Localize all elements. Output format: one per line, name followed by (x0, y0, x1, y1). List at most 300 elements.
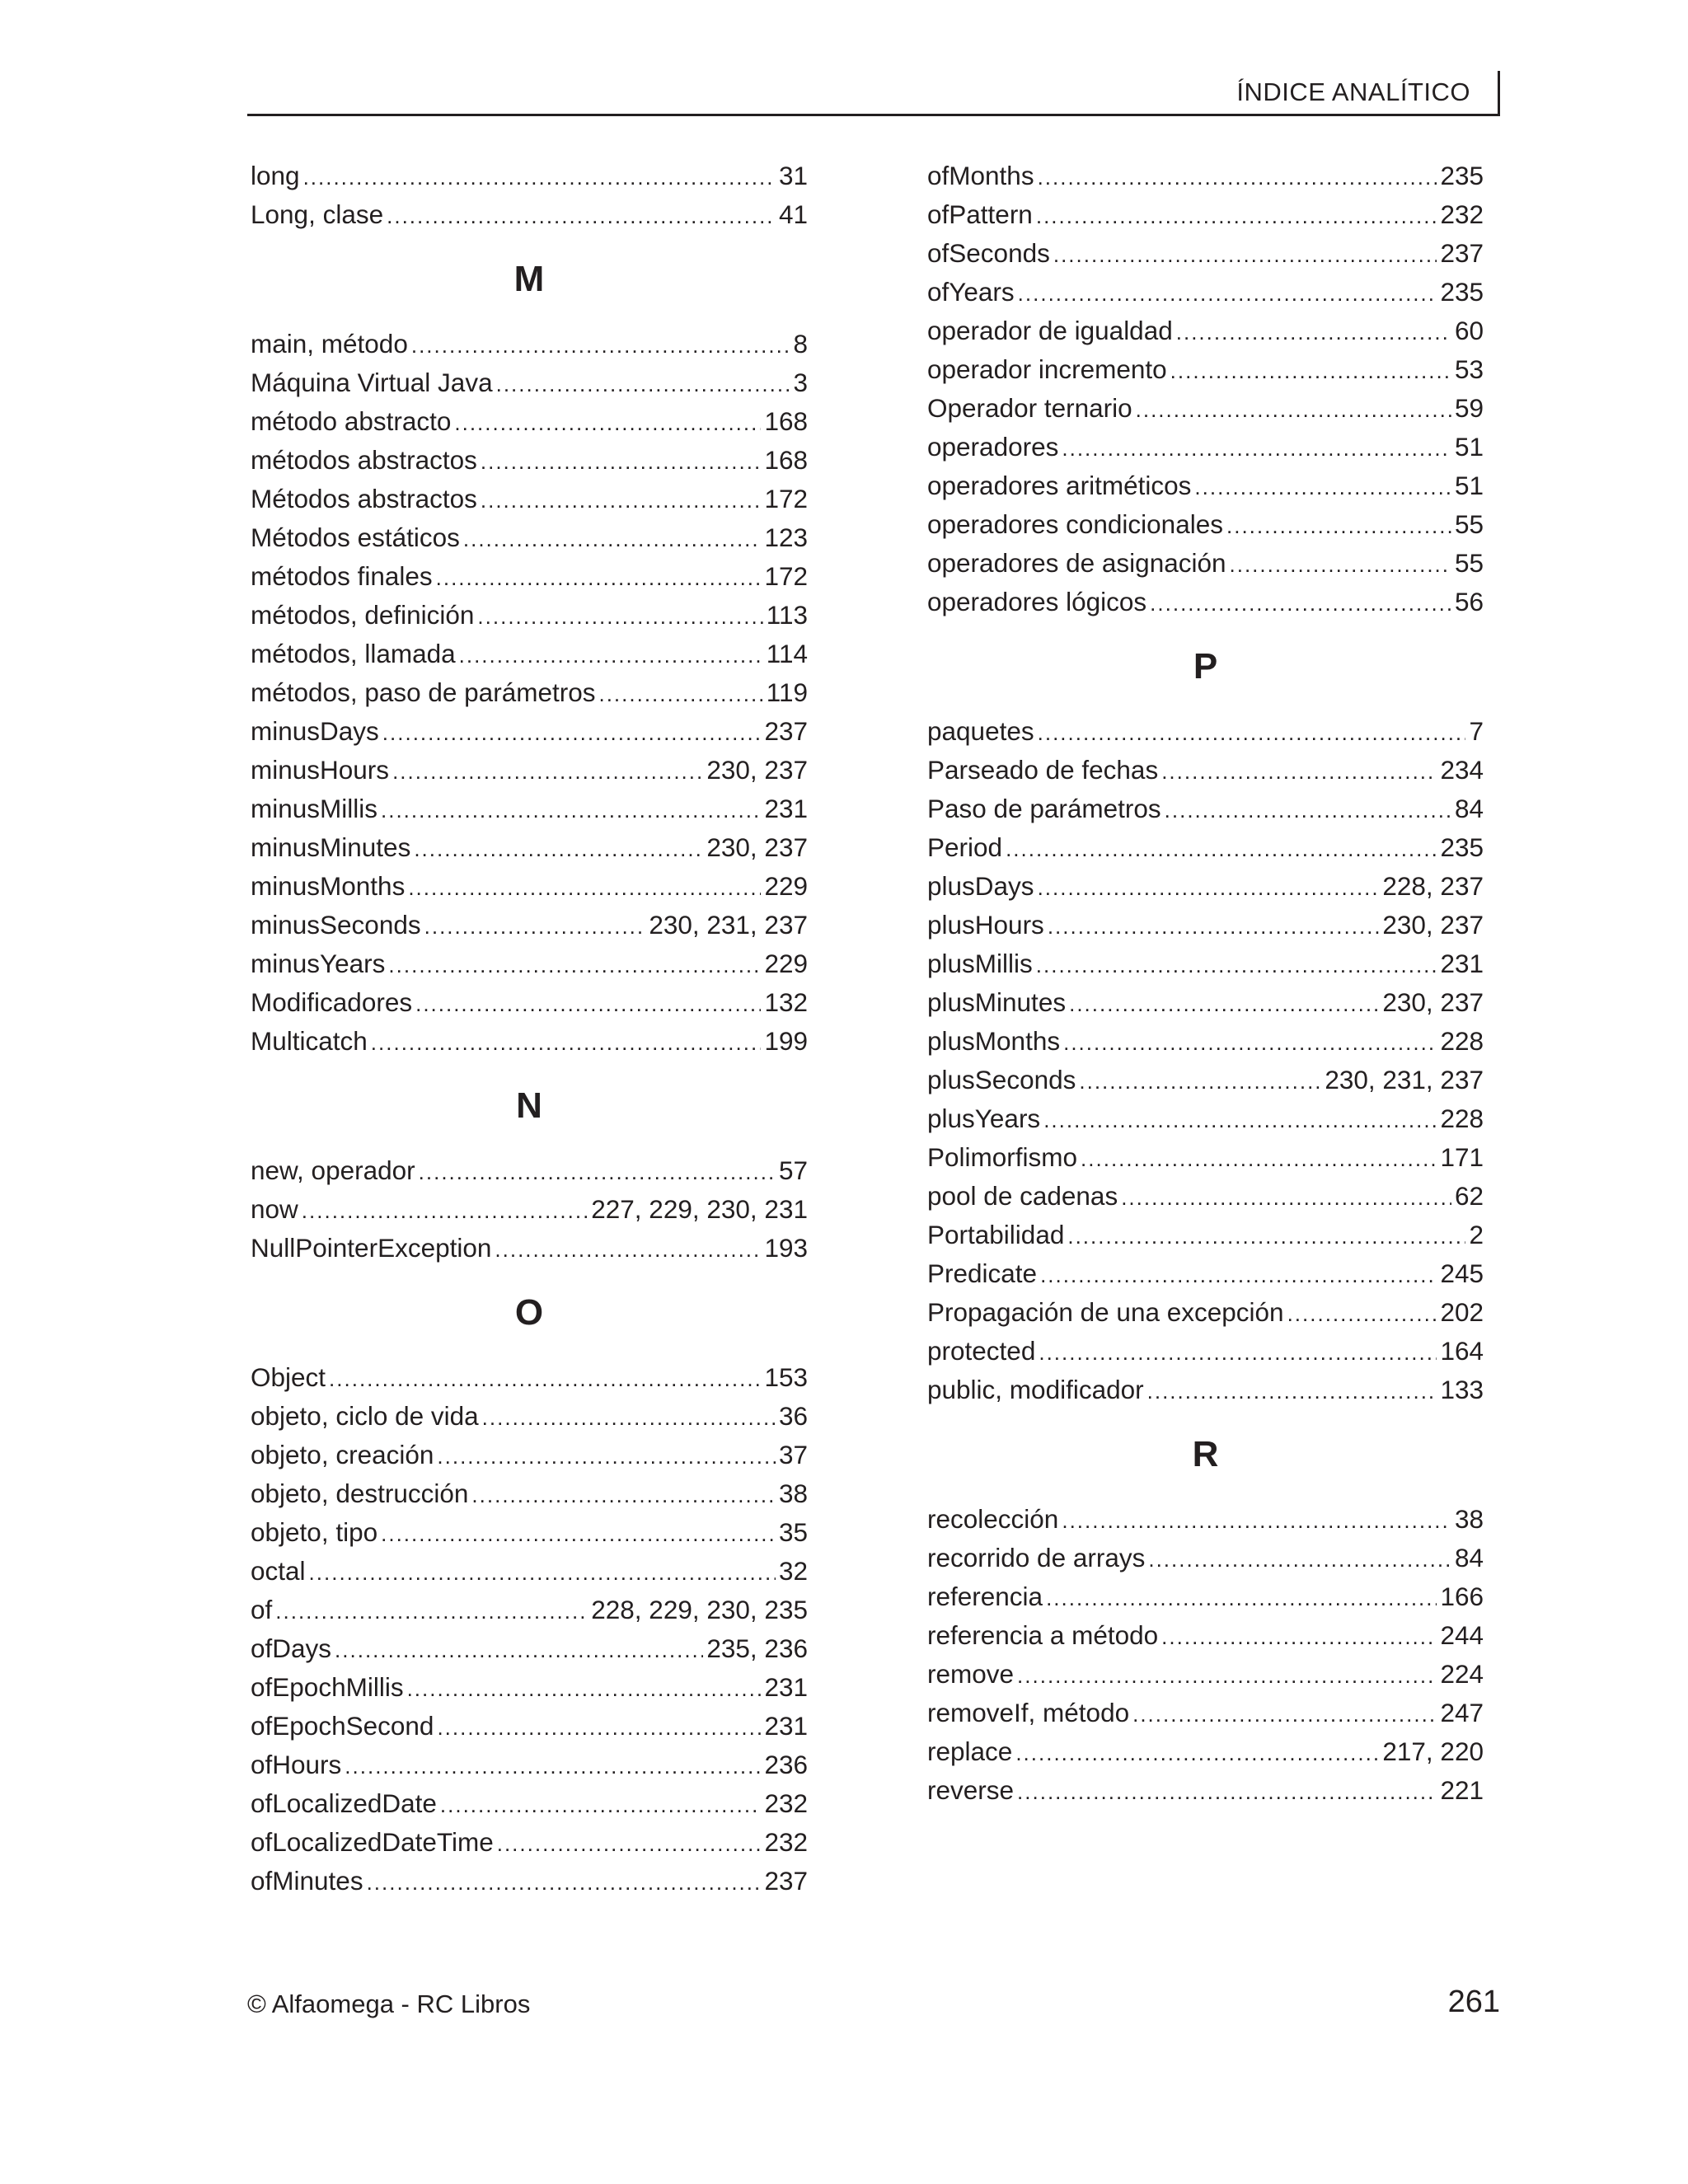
index-entry (251, 751, 808, 790)
section-letter: O (514, 1292, 544, 1333)
index-pages: 56 (1454, 587, 1484, 616)
index-pages: 230, 237 (706, 832, 808, 862)
index-pages: 164 (1440, 1336, 1484, 1366)
index-pages: 113 (766, 600, 808, 630)
index-pages: 7 (1469, 716, 1484, 746)
index-term: minusMinutes (251, 832, 411, 862)
index-entry (927, 1616, 1484, 1655)
index-entry (251, 557, 808, 596)
index-pages: 224 (1440, 1659, 1484, 1689)
index-term: Portabilidad (927, 1220, 1065, 1249)
dot-leader (345, 1747, 761, 1786)
dot-leader (1038, 869, 1380, 907)
dot-leader (302, 1192, 588, 1230)
dot-leader (392, 752, 703, 791)
dot-leader (329, 1360, 761, 1399)
index-entry (251, 1022, 808, 1061)
index-term: ofLocalizedDateTime (251, 1827, 494, 1857)
dot-leader (1067, 1217, 1465, 1256)
page-number: 261 (1447, 1985, 1500, 2019)
dot-leader (419, 1153, 776, 1192)
dot-leader (1161, 752, 1437, 791)
index-term: ofMinutes (251, 1866, 363, 1896)
index-entry (251, 1707, 808, 1746)
index-entry (927, 389, 1484, 428)
dot-leader (407, 1670, 762, 1708)
dot-leader (1036, 197, 1437, 236)
index-pages: 166 (1440, 1582, 1484, 1611)
index-term: plusMinutes (927, 987, 1067, 1017)
dot-leader (388, 946, 761, 985)
index-term: plusDays (927, 871, 1034, 901)
index-term: referencia (927, 1582, 1043, 1611)
index-term: referencia a método (927, 1620, 1159, 1650)
index-entry (927, 1732, 1484, 1771)
index-entry (927, 1293, 1484, 1332)
index-entry (927, 195, 1484, 234)
header-rule (1498, 71, 1500, 114)
index-entry (927, 234, 1484, 273)
index-pages: 59 (1454, 393, 1484, 423)
index-term: minusYears (251, 949, 386, 978)
dot-leader (1063, 1024, 1437, 1062)
index-entry (927, 273, 1484, 312)
index-term: métodos, llamada (251, 639, 456, 668)
index-term: plusHours (927, 910, 1044, 940)
index-pages: 35 (778, 1517, 808, 1547)
index-term: new, operador (251, 1155, 415, 1185)
index-entry (927, 983, 1484, 1022)
index-term: public, modificador (927, 1375, 1144, 1404)
index-term: método abstracto (251, 406, 452, 436)
index-entry (251, 1784, 808, 1823)
dot-leader (309, 1554, 776, 1592)
index-entry (927, 1022, 1484, 1061)
index-pages: 199 (764, 1026, 808, 1056)
index-term: Paso de parámetros (927, 794, 1161, 823)
index-term: ofEpochMillis (251, 1672, 404, 1702)
index-pages: 84 (1454, 794, 1484, 823)
dot-leader (411, 326, 790, 365)
index-entry (927, 1254, 1484, 1293)
index-term: minusHours (251, 755, 390, 785)
index-pages: 62 (1454, 1181, 1484, 1211)
dot-leader (371, 1024, 762, 1062)
dot-leader (495, 1230, 761, 1269)
dot-leader (437, 1708, 761, 1747)
dot-leader (497, 1825, 762, 1863)
dot-leader (482, 1399, 776, 1437)
index-term: of (251, 1595, 273, 1624)
index-entry (251, 906, 808, 944)
dot-leader (471, 1476, 776, 1515)
index-pages: 232 (1440, 199, 1484, 229)
index-pages: 114 (766, 639, 808, 668)
dot-leader (275, 1592, 588, 1631)
dot-leader (1081, 1140, 1437, 1179)
index-entry (251, 1397, 808, 1436)
dot-leader (1015, 1734, 1379, 1773)
index-term: Métodos abstractos (251, 484, 477, 513)
index-pages: 172 (764, 484, 808, 513)
index-pages: 235 (1440, 161, 1484, 190)
index-term: operadores de asignación (927, 548, 1226, 578)
index-entry (251, 402, 808, 441)
dot-leader (1017, 1657, 1437, 1695)
index-entry (251, 1862, 808, 1900)
index-pages: 231 (1440, 949, 1484, 978)
index-entry (251, 1513, 808, 1552)
dot-leader (1194, 468, 1451, 507)
index-pages: 231 (764, 794, 808, 823)
index-entry (251, 1629, 808, 1668)
index-entry (251, 1151, 808, 1190)
index-entry (927, 790, 1484, 828)
index-pages: 55 (1454, 548, 1484, 578)
index-entry (927, 867, 1484, 906)
index-term: objeto, tipo (251, 1517, 378, 1547)
dot-leader (1165, 791, 1451, 830)
index-term: operador incremento (927, 354, 1167, 384)
index-term: recolección (927, 1504, 1059, 1534)
dot-leader (1062, 429, 1451, 468)
index-term: objeto, creación (251, 1440, 434, 1469)
dot-leader (1161, 1618, 1437, 1657)
index-term: plusYears (927, 1104, 1041, 1133)
index-pages: 228, 237 (1382, 871, 1484, 901)
dot-leader (1038, 158, 1437, 197)
index-entry (927, 1500, 1484, 1539)
dot-leader (1121, 1179, 1451, 1217)
index-term: minusMillis (251, 794, 378, 823)
index-pages: 235, 236 (706, 1633, 808, 1663)
index-pages: 168 (764, 406, 808, 436)
index-pages: 237 (764, 1866, 808, 1896)
index-term: Parseado de fechas (927, 755, 1159, 785)
index-entry (251, 518, 808, 557)
index-pages: 234 (1440, 755, 1484, 785)
index-entry (927, 828, 1484, 867)
index-pages: 168 (764, 445, 808, 475)
index-column-left (251, 157, 808, 1900)
index-term: paquetes (927, 716, 1034, 746)
index-pages: 230, 237 (1382, 910, 1484, 940)
dot-leader (1053, 236, 1437, 274)
index-entry (251, 944, 808, 983)
index-entry (251, 1746, 808, 1784)
index-pages: 228 (1440, 1104, 1484, 1133)
index-entry (251, 1190, 808, 1229)
dot-leader (1043, 1101, 1437, 1140)
dot-leader (598, 675, 762, 714)
index-entry (927, 350, 1484, 389)
index-pages: 133 (1440, 1375, 1484, 1404)
index-term: ofEpochSecond (251, 1711, 434, 1741)
index-term: Modificadores (251, 987, 413, 1017)
index-term: operadores lógicos (927, 587, 1147, 616)
index-entry (927, 944, 1484, 983)
dot-leader (1287, 1295, 1437, 1333)
dot-leader (381, 791, 761, 830)
index-pages: 84 (1454, 1543, 1484, 1572)
index-pages: 193 (764, 1233, 808, 1263)
index-term: objeto, ciclo de vida (251, 1401, 479, 1431)
index-term: protected (927, 1336, 1036, 1366)
dot-leader (1046, 1579, 1437, 1618)
index-term: reverse (927, 1775, 1015, 1805)
index-pages: 227, 229, 230, 231 (591, 1194, 808, 1224)
index-column-right (927, 157, 1484, 1810)
index-entry (251, 1668, 808, 1707)
index-pages: 228, 229, 230, 235 (591, 1595, 808, 1624)
index-pages: 231 (764, 1711, 808, 1741)
index-entry (251, 828, 808, 867)
index-entry (251, 790, 808, 828)
index-term: Operador ternario (927, 393, 1132, 423)
index-term: NullPointerException (251, 1233, 492, 1263)
index-pages: 230, 231, 237 (1325, 1065, 1484, 1094)
index-entry (927, 906, 1484, 944)
dot-leader (303, 158, 776, 197)
dot-leader (414, 830, 703, 869)
index-term: minusSeconds (251, 910, 421, 940)
section-letter: N (516, 1085, 542, 1126)
index-entry (927, 1539, 1484, 1577)
index-term: ofMonths (927, 161, 1034, 190)
index-entry (927, 466, 1484, 505)
index-term: plusSeconds (927, 1065, 1076, 1094)
footer-copyright: © Alfaomega - RC Libros (247, 1990, 531, 2018)
index-pages: 229 (764, 871, 808, 901)
index-entry (251, 1552, 808, 1591)
index-pages: 172 (764, 561, 808, 591)
header-title: ÍNDICE ANALÍTICO (1236, 77, 1470, 106)
index-entry (251, 673, 808, 712)
index-pages: 53 (1454, 354, 1484, 384)
dot-leader (440, 1786, 762, 1825)
index-pages: 232 (764, 1788, 808, 1818)
dot-leader (387, 197, 776, 236)
index-term: Métodos estáticos (251, 523, 460, 552)
index-entry (927, 1061, 1484, 1099)
index-pages: 231 (764, 1672, 808, 1702)
dot-leader (424, 907, 646, 946)
index-entry (251, 1436, 808, 1474)
dot-leader (1230, 546, 1451, 584)
index-entry (251, 157, 808, 195)
index-entry (927, 583, 1484, 621)
dot-leader (477, 598, 762, 636)
index-term: removeIf, método (927, 1698, 1130, 1727)
dot-leader (459, 636, 763, 675)
index-pages: 245 (1440, 1258, 1484, 1288)
index-entry (251, 363, 808, 402)
index-term: métodos, definición (251, 600, 475, 630)
index-term: operadores condicionales (927, 509, 1223, 539)
dot-leader (382, 714, 762, 752)
dot-leader (1017, 1773, 1437, 1811)
index-pages: 230, 237 (1382, 987, 1484, 1017)
index-entry (927, 751, 1484, 790)
dot-leader (1048, 907, 1380, 946)
index-entry (927, 544, 1484, 583)
dot-leader (1150, 584, 1451, 623)
dot-leader (1136, 391, 1451, 429)
index-pages: 8 (793, 329, 808, 359)
index-term: métodos, paso de parámetros (251, 677, 596, 707)
index-entry (251, 1474, 808, 1513)
index-pages: 221 (1440, 1775, 1484, 1805)
index-entry (251, 1358, 808, 1397)
index-pages: 132 (764, 987, 808, 1017)
index-term: métodos finales (251, 561, 433, 591)
index-entry (927, 1771, 1484, 1810)
index-term: replace (927, 1736, 1013, 1766)
index-term: now (251, 1194, 298, 1224)
index-pages: 31 (778, 161, 808, 190)
index-term: ofYears (927, 277, 1015, 307)
index-pages: 51 (1454, 432, 1484, 462)
dot-leader (367, 1863, 762, 1902)
index-entry (251, 1229, 808, 1268)
index-entry (927, 1577, 1484, 1616)
index-term: Period (927, 832, 1003, 862)
index-entry (927, 1332, 1484, 1371)
dot-leader (1062, 1502, 1451, 1540)
index-entry (927, 157, 1484, 195)
index-term: minusMonths (251, 871, 406, 901)
index-pages: 228 (1440, 1026, 1484, 1056)
index-term: ofDays (251, 1633, 332, 1663)
index-term: main, método (251, 329, 408, 359)
section-letter: M (513, 259, 545, 299)
index-pages: 3 (793, 368, 808, 397)
dot-leader (481, 481, 762, 520)
index-term: Predicate (927, 1258, 1038, 1288)
dot-leader (415, 985, 761, 1024)
index-pages: 38 (1454, 1504, 1484, 1534)
index-entry (927, 1655, 1484, 1694)
dot-leader (1038, 714, 1466, 752)
dot-leader (1040, 1256, 1437, 1295)
index-entry (927, 712, 1484, 751)
index-entry (927, 1216, 1484, 1254)
dot-leader (408, 869, 761, 907)
index-pages: 247 (1440, 1698, 1484, 1727)
dot-leader (1018, 274, 1437, 313)
index-entry (251, 596, 808, 635)
index-term: operadores (927, 432, 1059, 462)
index-term: pool de cadenas (927, 1181, 1118, 1211)
index-pages: 36 (778, 1401, 808, 1431)
dot-leader (436, 559, 762, 598)
index-pages: 237 (764, 716, 808, 746)
index-pages: 123 (764, 523, 808, 552)
index-entry (251, 441, 808, 480)
index-term: operador de igualdad (927, 316, 1173, 345)
index-entry (251, 325, 808, 363)
index-term: Propagación de una excepción (927, 1297, 1284, 1327)
index-pages: 217, 220 (1382, 1736, 1484, 1766)
dot-leader (1039, 1333, 1437, 1372)
dot-leader (481, 443, 762, 481)
index-entry (251, 867, 808, 906)
running-header (247, 71, 1500, 116)
dot-leader (463, 520, 762, 559)
index-term: Polimorfismo (927, 1142, 1078, 1172)
index-term: objeto, destrucción (251, 1479, 469, 1508)
index-entry (251, 480, 808, 518)
dot-leader (1132, 1695, 1437, 1734)
dot-leader (1006, 830, 1437, 869)
index-entry (927, 312, 1484, 350)
index-entry (251, 1591, 808, 1629)
index-pages: 235 (1440, 277, 1484, 307)
index-term: Object (251, 1362, 326, 1392)
index-term: octal (251, 1556, 306, 1586)
dot-leader (1069, 985, 1379, 1024)
index-term: ofHours (251, 1750, 342, 1779)
index-term: Multicatch (251, 1026, 368, 1056)
dot-leader (437, 1437, 776, 1476)
index-pages: 37 (778, 1440, 808, 1469)
dot-leader (335, 1631, 703, 1670)
index-entry (251, 712, 808, 751)
index-pages: 237 (1440, 238, 1484, 268)
section-letter: R (1192, 1434, 1219, 1474)
index-pages: 51 (1454, 471, 1484, 500)
index-pages: 60 (1454, 316, 1484, 345)
index-pages: 236 (764, 1750, 808, 1779)
index-pages: 232 (764, 1827, 808, 1857)
index-pages: 153 (764, 1362, 808, 1392)
index-entry (927, 1371, 1484, 1409)
index-entry (927, 1694, 1484, 1732)
index-entry (927, 505, 1484, 544)
index-pages: 230, 237 (706, 755, 808, 785)
index-pages: 229 (764, 949, 808, 978)
index-term: Long, clase (251, 199, 384, 229)
dot-leader (496, 365, 790, 404)
index-entry (927, 1138, 1484, 1177)
index-term: plusMillis (927, 949, 1033, 978)
index-term: minusDays (251, 716, 379, 746)
dot-leader (454, 404, 761, 443)
index-term: métodos abstractos (251, 445, 477, 475)
index-term: recorrido de arrays (927, 1543, 1146, 1572)
index-pages: 202 (1440, 1297, 1484, 1327)
index-entry (927, 1099, 1484, 1138)
dot-leader (1036, 946, 1437, 985)
index-pages: 57 (778, 1155, 808, 1185)
index-entry (927, 428, 1484, 466)
index-pages: 32 (778, 1556, 808, 1586)
index-term: long (251, 161, 300, 190)
index-entry (927, 1177, 1484, 1216)
dot-leader (1079, 1062, 1321, 1101)
index-pages: 235 (1440, 832, 1484, 862)
dot-leader (1226, 507, 1451, 546)
index-pages: 230, 231, 237 (649, 910, 808, 940)
section-letter: P (1193, 646, 1218, 687)
index-entry (251, 983, 808, 1022)
index-entry (251, 635, 808, 673)
index-pages: 41 (778, 199, 808, 229)
index-entry (251, 1823, 808, 1862)
index-entry (251, 195, 808, 234)
dot-leader (1176, 313, 1451, 352)
index-pages: 2 (1469, 1220, 1484, 1249)
